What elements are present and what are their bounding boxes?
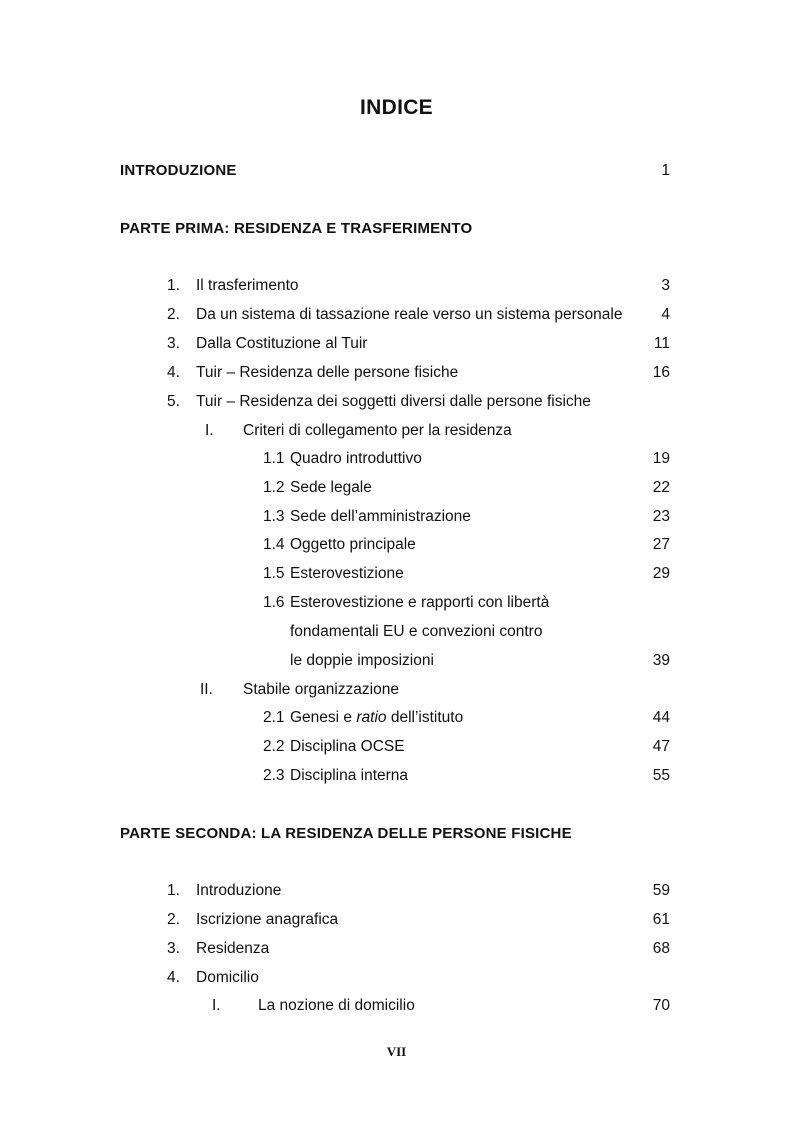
toc-subitem-number: 2.1 (263, 709, 285, 726)
toc-item-label: Dalla Costituzione al Tuir (196, 335, 368, 352)
toc-subitem-page: 39 (652, 652, 670, 669)
toc-subitem-page: 27 (652, 536, 670, 553)
toc-section-number: II. (200, 681, 213, 698)
toc-subitem-page: 44 (652, 709, 670, 726)
toc-subitem-number: 1.6 (263, 594, 285, 611)
toc-subitem-page: 55 (652, 767, 670, 784)
toc-item-number: 3. (167, 940, 180, 957)
toc-subitem-label: Esterovestizione (290, 565, 404, 582)
label-italic: ratio (356, 709, 387, 726)
toc-item-label: Tuir – Residenza dei soggetti diversi dalle persone fisiche (196, 393, 591, 410)
toc-section-number: I. (212, 997, 221, 1014)
toc-intro-label: INTRODUZIONE (120, 162, 237, 179)
toc-subitem-number: 1.5 (263, 565, 285, 582)
toc-subitem-label-line2: fondamentali EU e convezioni contro (290, 623, 543, 640)
toc-subitem-page: 47 (652, 738, 670, 755)
toc-item-label: Domicilio (196, 969, 259, 986)
toc-item-page: 16 (652, 364, 670, 381)
toc-subitem-label (290, 708, 463, 728)
toc-subitem-page: 22 (652, 479, 670, 496)
toc-subitem-label: Quadro introduttivo (290, 450, 422, 467)
toc-subitem-label: Sede dell’amministrazione (290, 508, 471, 525)
toc-subitem-label-line1: Esterovestizione e rapporti con libertà (290, 594, 550, 611)
toc-subitem-label-line3: le doppie imposizioni (290, 652, 434, 669)
toc-subitem-number: 1.4 (263, 536, 285, 553)
toc-subitem-number: 1.2 (263, 479, 285, 496)
toc-item-page: 3 (661, 277, 670, 294)
toc-item-number: 2. (167, 911, 180, 928)
toc-item-page: 68 (652, 940, 670, 957)
toc-section-number: I. (205, 422, 214, 439)
toc-section-label: Stabile organizzazione (243, 681, 399, 698)
toc-subitem-label: Disciplina OCSE (290, 738, 405, 755)
toc-subitem-page: 19 (652, 450, 670, 467)
toc-item-number: 1. (167, 277, 180, 294)
toc-subitem-label: Sede legale (290, 479, 372, 496)
toc-subitem-number: 1.3 (263, 508, 285, 525)
page-title: INDICE (360, 96, 433, 119)
toc-section-label: La nozione di domicilio (258, 997, 415, 1014)
part2-heading: PARTE SECONDA: LA RESIDENZA DELLE PERSONE FISICHE (120, 825, 572, 842)
toc-item-label: Introduzione (196, 882, 282, 899)
label-text: dell’istituto (386, 709, 464, 726)
toc-subitem-label: Oggetto principale (290, 536, 416, 553)
toc-item-page: 11 (653, 335, 670, 352)
toc-item-label: Iscrizione anagrafica (196, 911, 339, 928)
toc-subitem-page: 23 (652, 508, 670, 525)
toc-item-number: 5. (167, 393, 180, 410)
toc-subitem-number: 1.1 (263, 450, 285, 467)
label-text: Genesi e (290, 709, 357, 726)
toc-item-page: 59 (652, 882, 670, 899)
toc-item-label: Da un sistema di tassazione reale verso un sistema personale (196, 306, 623, 323)
toc-item-page: 4 (661, 306, 670, 323)
toc-subitem-label: Disciplina interna (290, 767, 409, 784)
toc-item-number: 4. (167, 364, 180, 381)
toc-item-label: Il trasferimento (196, 277, 299, 294)
toc-item-label: Tuir – Residenza delle persone fisiche (196, 364, 459, 381)
toc-item-label: Residenza (196, 940, 270, 957)
toc-subitem-number: 2.3 (263, 767, 285, 784)
toc-item-number: 2. (167, 306, 180, 323)
toc-item-number: 3. (167, 335, 180, 352)
toc-item-number: 4. (167, 969, 180, 986)
toc-subitem-number: 2.2 (263, 738, 285, 755)
toc-subitem-page: 29 (652, 565, 670, 582)
toc-section-page: 70 (652, 997, 670, 1014)
toc-item-page: 61 (652, 911, 670, 928)
part1-heading: PARTE PRIMA: RESIDENZA E TRASFERIMENTO (120, 220, 473, 237)
page-number: VII (386, 1044, 407, 1059)
toc-item-number: 1. (167, 882, 180, 899)
toc-section-label: Criteri di collegamento per la residenza (243, 422, 512, 439)
toc-intro-page: 1 (661, 162, 670, 179)
